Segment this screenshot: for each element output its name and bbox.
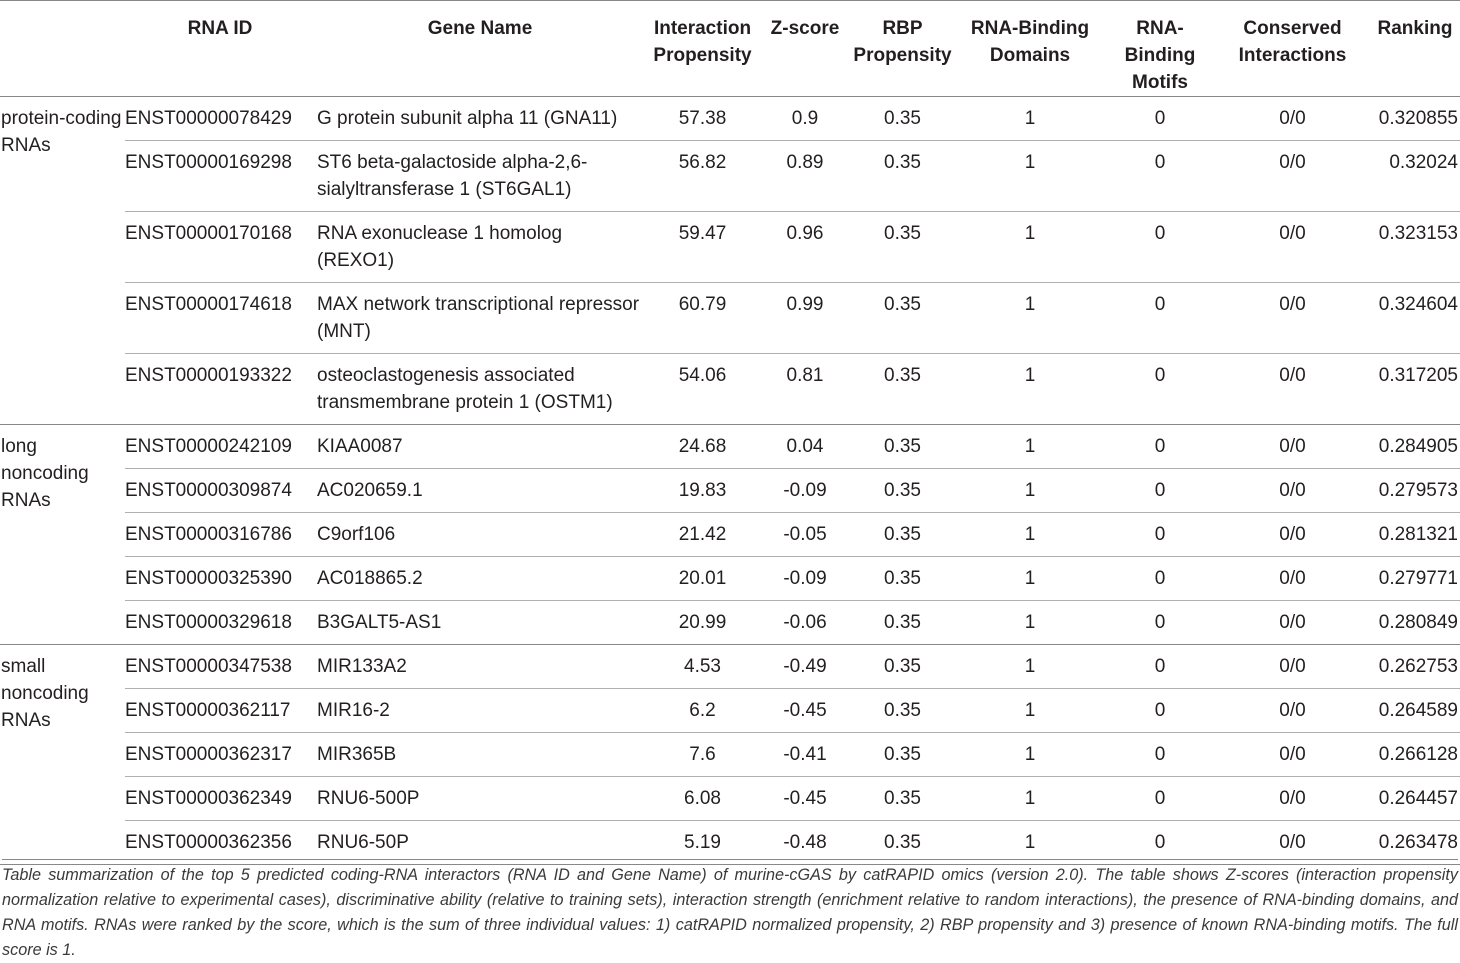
cell-rbp-propensity: 0.35 [850,601,955,645]
cell-gene-name: C9orf106 [315,513,645,557]
cell-rna-binding-motifs: 0 [1105,97,1215,141]
cell-rbp-propensity: 0.35 [850,212,955,283]
cell-rna-binding-motifs: 0 [1105,557,1215,601]
cell-rna-id: ENST00000174618 [125,283,315,354]
cell-ranking: 0.264457 [1370,777,1460,821]
header-rna-id: RNA ID [125,1,315,97]
cell-rna-id: ENST00000316786 [125,513,315,557]
cell-ranking: 0.317205 [1370,354,1460,425]
cell-z-score: -0.09 [760,557,850,601]
cell-interaction-propensity: 20.99 [645,601,760,645]
header-rbp-propensity: RBP Propensity [850,1,955,97]
cell-z-score: -0.48 [760,821,850,865]
header-interaction-propensity: Interaction Propensity [645,1,760,97]
cell-rna-binding-motifs: 0 [1105,645,1215,689]
cell-rbp-propensity: 0.35 [850,354,955,425]
cell-gene-name: RNU6-500P [315,777,645,821]
row-group-label: protein-coding RNAs [0,97,125,425]
cell-conserved-interactions: 0/0 [1215,469,1370,513]
cell-z-score: -0.05 [760,513,850,557]
cell-rna-binding-domains: 1 [955,283,1105,354]
table-row [0,141,1460,212]
cell-conserved-interactions: 0/0 [1215,821,1370,865]
cell-rna-binding-motifs: 0 [1105,283,1215,354]
cell-ranking: 0.264589 [1370,689,1460,733]
cell-rbp-propensity: 0.35 [850,557,955,601]
table-row [0,283,1460,354]
cell-ranking: 0.263478 [1370,821,1460,865]
cell-rna-id: ENST00000347538 [125,645,315,689]
cell-rna-binding-motifs: 0 [1105,821,1215,865]
cell-rna-binding-domains: 1 [955,141,1105,212]
cell-conserved-interactions: 0/0 [1215,513,1370,557]
table-caption: Table summarization of the top 5 predicted coding-RNA interactors (RNA ID and Gene Name) of murine-cGAS by catRAPID omics (version 2.0). The table shows Z-scores (interaction propensity normalization relative to experimental cases), discriminative ability (relative to training sets), interaction strength (enrichment relative to random interactions), the presence of RNA-binding domains, and RNA motifs. RNAs were ranked by the score, which is the sum of three individual values: 1) catRAPID normalized propensity, 2) RBP propensity and 3) presence of known RNA-binding motifs. The full score is 1. [2,859,1458,963]
cell-interaction-propensity: 5.19 [645,821,760,865]
cell-conserved-interactions: 0/0 [1215,777,1370,821]
cell-z-score: -0.09 [760,469,850,513]
cell-rna-binding-motifs: 0 [1105,425,1215,469]
cell-rna-binding-domains: 1 [955,645,1105,689]
header-z-score: Z-score [760,1,850,97]
cell-rbp-propensity: 0.35 [850,733,955,777]
cell-conserved-interactions: 0/0 [1215,645,1370,689]
cell-z-score: -0.45 [760,689,850,733]
cell-conserved-interactions: 0/0 [1215,141,1370,212]
cell-conserved-interactions: 0/0 [1215,425,1370,469]
cell-rna-binding-motifs: 0 [1105,777,1215,821]
cell-ranking: 0.280849 [1370,601,1460,645]
cell-gene-name: AC018865.2 [315,557,645,601]
cell-interaction-propensity: 19.83 [645,469,760,513]
table-row [0,821,1460,865]
cell-rna-binding-domains: 1 [955,425,1105,469]
table-row [0,97,1460,141]
table-row [0,469,1460,513]
cell-rna-binding-motifs: 0 [1105,689,1215,733]
cell-rna-id: ENST00000329618 [125,601,315,645]
header-rna-binding-motifs: RNA-Binding Motifs [1105,1,1215,97]
cell-conserved-interactions: 0/0 [1215,283,1370,354]
row-group-label: long noncoding RNAs [0,425,125,645]
cell-gene-name: ST6 beta-galactoside alpha-2,6-sialyltransferase 1 (ST6GAL1) [315,141,645,212]
cell-ranking: 0.32024 [1370,141,1460,212]
cell-conserved-interactions: 0/0 [1215,557,1370,601]
cell-z-score: -0.41 [760,733,850,777]
cell-ranking: 0.279771 [1370,557,1460,601]
cell-interaction-propensity: 59.47 [645,212,760,283]
cell-ranking: 0.320855 [1370,97,1460,141]
cell-conserved-interactions: 0/0 [1215,733,1370,777]
cell-interaction-propensity: 56.82 [645,141,760,212]
cell-rna-binding-domains: 1 [955,354,1105,425]
table-row [0,354,1460,425]
cell-rna-binding-domains: 1 [955,469,1105,513]
header-gene-name: Gene Name [315,1,645,97]
cell-rbp-propensity: 0.35 [850,283,955,354]
cell-rna-binding-domains: 1 [955,601,1105,645]
table-body [0,97,1460,865]
cell-z-score: 0.89 [760,141,850,212]
cell-rbp-propensity: 0.35 [850,513,955,557]
cell-z-score: -0.06 [760,601,850,645]
table-row [0,212,1460,283]
cell-rna-id: ENST00000078429 [125,97,315,141]
cell-rna-id: ENST00000325390 [125,557,315,601]
cell-rna-id: ENST00000362117 [125,689,315,733]
cell-rna-id: ENST00000242109 [125,425,315,469]
cell-rna-binding-motifs: 0 [1105,733,1215,777]
cell-conserved-interactions: 0/0 [1215,689,1370,733]
cell-interaction-propensity: 60.79 [645,283,760,354]
cell-gene-name: B3GALT5-AS1 [315,601,645,645]
cell-z-score: 0.99 [760,283,850,354]
cell-z-score: 0.9 [760,97,850,141]
cell-rna-binding-domains: 1 [955,821,1105,865]
cell-rbp-propensity: 0.35 [850,645,955,689]
cell-rna-binding-domains: 1 [955,777,1105,821]
cell-gene-name: RNA exonuclease 1 homolog (REXO1) [315,212,645,283]
cell-interaction-propensity: 24.68 [645,425,760,469]
header-group [0,1,125,97]
cell-rna-binding-motifs: 0 [1105,212,1215,283]
cell-ranking: 0.266128 [1370,733,1460,777]
cell-ranking: 0.262753 [1370,645,1460,689]
cell-rna-id: ENST00000170168 [125,212,315,283]
cell-rna-id: ENST00000362356 [125,821,315,865]
cell-rna-id: ENST00000309874 [125,469,315,513]
cell-conserved-interactions: 0/0 [1215,97,1370,141]
cell-rbp-propensity: 0.35 [850,469,955,513]
cell-rna-id: ENST00000193322 [125,354,315,425]
cell-rbp-propensity: 0.35 [850,97,955,141]
cell-gene-name: MIR16-2 [315,689,645,733]
cell-z-score: 0.81 [760,354,850,425]
cell-gene-name: MIR133A2 [315,645,645,689]
cell-z-score: -0.45 [760,777,850,821]
cell-z-score: 0.04 [760,425,850,469]
cell-conserved-interactions: 0/0 [1215,601,1370,645]
cell-gene-name: MIR365B [315,733,645,777]
table-row [0,557,1460,601]
header-rna-binding-domains: RNA-Binding Domains [955,1,1105,97]
cell-rna-binding-motifs: 0 [1105,469,1215,513]
cell-interaction-propensity: 6.08 [645,777,760,821]
cell-interaction-propensity: 7.6 [645,733,760,777]
cell-z-score: -0.49 [760,645,850,689]
cell-conserved-interactions: 0/0 [1215,212,1370,283]
cell-gene-name: MAX network transcriptional repressor (MNT) [315,283,645,354]
cell-rna-id: ENST00000362349 [125,777,315,821]
table-row [0,689,1460,733]
cell-gene-name: RNU6-50P [315,821,645,865]
cell-ranking: 0.284905 [1370,425,1460,469]
cell-gene-name: G protein subunit alpha 11 (GNA11) [315,97,645,141]
cell-rna-id: ENST00000169298 [125,141,315,212]
cell-rbp-propensity: 0.35 [850,821,955,865]
cell-interaction-propensity: 4.53 [645,645,760,689]
table-row [0,645,1460,689]
table-row [0,777,1460,821]
cell-interaction-propensity: 57.38 [645,97,760,141]
cell-rna-binding-domains: 1 [955,212,1105,283]
cell-interaction-propensity: 6.2 [645,689,760,733]
cell-ranking: 0.324604 [1370,283,1460,354]
cell-rna-binding-domains: 1 [955,733,1105,777]
cell-rbp-propensity: 0.35 [850,777,955,821]
cell-rna-binding-motifs: 0 [1105,354,1215,425]
table-row [0,425,1460,469]
table-row [0,513,1460,557]
header-ranking: Ranking [1370,1,1460,97]
cell-gene-name: AC020659.1 [315,469,645,513]
header-row [0,1,1460,97]
cell-gene-name: KIAA0087 [315,425,645,469]
cell-rna-binding-domains: 1 [955,97,1105,141]
cell-rbp-propensity: 0.35 [850,141,955,212]
cell-interaction-propensity: 21.42 [645,513,760,557]
cell-interaction-propensity: 20.01 [645,557,760,601]
cell-rbp-propensity: 0.35 [850,689,955,733]
table-row [0,733,1460,777]
cell-rna-binding-motifs: 0 [1105,141,1215,212]
cell-rna-binding-domains: 1 [955,557,1105,601]
row-group-label: small noncoding RNAs [0,645,125,865]
cell-conserved-interactions: 0/0 [1215,354,1370,425]
cell-ranking: 0.279573 [1370,469,1460,513]
cell-rna-binding-domains: 1 [955,689,1105,733]
cell-rna-binding-motifs: 0 [1105,513,1215,557]
cell-rna-binding-domains: 1 [955,513,1105,557]
cell-gene-name: osteoclastogenesis associated transmembrane protein 1 (OSTM1) [315,354,645,425]
cell-ranking: 0.323153 [1370,212,1460,283]
cell-rna-id: ENST00000362317 [125,733,315,777]
header-conserved-interactions: Conserved Interactions [1215,1,1370,97]
cell-rbp-propensity: 0.35 [850,425,955,469]
cell-rna-binding-motifs: 0 [1105,601,1215,645]
table-row [0,601,1460,645]
cell-ranking: 0.281321 [1370,513,1460,557]
cell-z-score: 0.96 [760,212,850,283]
cell-interaction-propensity: 54.06 [645,354,760,425]
